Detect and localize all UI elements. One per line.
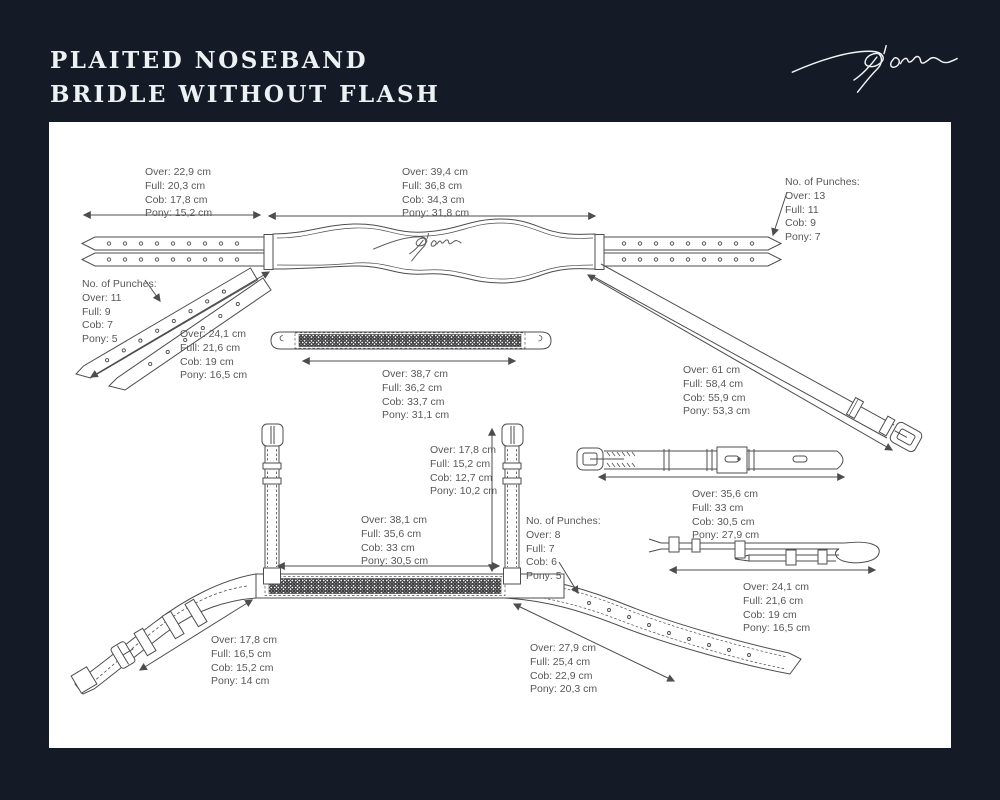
measurement-line: Cob: 7 xyxy=(82,319,113,332)
measurement-line: Full: 15,2 cm xyxy=(430,457,491,470)
measurement-line: Pony: 15,2 cm xyxy=(145,207,213,220)
headpiece-right-straps xyxy=(604,237,781,266)
page-title-line2: BRIDLE WITHOUT FLASH xyxy=(50,81,441,108)
measurement-line: Cob: 12,7 cm xyxy=(430,471,493,484)
dimension-arrow xyxy=(588,275,892,450)
measurement-line: Over: 35,6 cm xyxy=(692,488,758,500)
measurement-line: Cob: 19 cm xyxy=(180,355,234,368)
measurement-line: Over: 17,8 cm xyxy=(430,444,496,456)
measurement-line: Pony: 16,5 cm xyxy=(180,369,248,382)
measurement-line: Pony: 53,3 cm xyxy=(683,405,751,418)
measurement-line: Full: 9 xyxy=(82,305,111,318)
dyon-logo xyxy=(788,26,960,104)
measurement-line: Pony: 10,2 cm xyxy=(430,485,498,498)
measurement-line: Full: 21,6 cm xyxy=(180,341,241,354)
noseband-hanger-left xyxy=(262,424,283,584)
measurement-block-cheekpiece xyxy=(180,328,247,383)
measurement-line: Over: 38,7 cm xyxy=(382,368,448,380)
diagram-panel xyxy=(49,122,951,748)
measurement-line: Pony: 30,5 cm xyxy=(361,555,429,568)
headpiece-crown xyxy=(264,219,604,283)
measurement-line: Over: 22,9 cm xyxy=(145,166,211,178)
throatlash-strap xyxy=(594,264,924,453)
measurement-block-noseband-width xyxy=(361,514,428,569)
measurement-line: Over: 13 xyxy=(785,189,826,202)
measurement-line: Pony: 7 xyxy=(785,231,821,244)
measurement-line: Cob: 33 cm xyxy=(361,541,415,554)
measurement-block-punches-right xyxy=(785,176,860,245)
measurement-line: No. of Punches: xyxy=(785,176,860,188)
measurement-block-headpiece-center xyxy=(402,166,469,221)
measurement-line: Full: 58,4 cm xyxy=(683,377,744,390)
measurement-line: Full: 36,8 cm xyxy=(402,179,463,192)
measurement-line: Full: 20,3 cm xyxy=(145,179,206,192)
measurement-line: Over: 39,4 cm xyxy=(402,166,468,178)
page-title-line1: PLAITED NOSEBAND xyxy=(50,47,369,74)
measurement-line: Full: 36,2 cm xyxy=(382,381,443,394)
measurement-line: Cob: 34,3 cm xyxy=(402,193,465,206)
measurement-block-hanger xyxy=(430,444,497,499)
measurement-line: No. of Punches: xyxy=(526,515,601,527)
measurement-line: Full: 16,5 cm xyxy=(211,647,272,660)
measurement-line: Cob: 19 cm xyxy=(743,608,797,621)
measurement-line: Full: 21,6 cm xyxy=(743,594,804,607)
measurement-block-punches-left xyxy=(82,278,157,347)
measurement-line: Over: 27,9 cm xyxy=(530,642,596,654)
measurement-line: Cob: 15,2 cm xyxy=(211,661,274,674)
measurement-block-chinstrap xyxy=(692,488,759,543)
throatlash-buckle xyxy=(888,421,923,454)
measurement-line: Cob: 17,8 cm xyxy=(145,193,208,206)
measurement-line: Pony: 27,9 cm xyxy=(692,529,760,542)
page-title xyxy=(50,44,440,112)
measurement-line: Pony: 5 xyxy=(82,333,118,346)
measurement-line: Cob: 22,9 cm xyxy=(530,669,593,682)
measurement-line: Pony: 31,1 cm xyxy=(382,409,450,422)
measurement-line: Pony: 14 cm xyxy=(211,675,270,688)
measurement-line: Pony: 16,5 cm xyxy=(743,622,811,635)
headpiece-left-straps xyxy=(82,237,264,266)
measurement-line: Over: 61 cm xyxy=(683,364,741,376)
measurement-line: Over: 8 xyxy=(526,528,561,541)
dyon-signature-icon xyxy=(792,51,883,72)
measurement-line: Pony: 31,8 cm xyxy=(402,207,470,220)
chin-strap xyxy=(577,447,843,473)
measurement-line: Cob: 30,5 cm xyxy=(692,515,755,528)
measurement-line: Full: 25,4 cm xyxy=(530,655,591,668)
measurement-block-noseband-right-strap xyxy=(530,642,597,697)
measurement-line: Pony: 20,3 cm xyxy=(530,683,598,696)
measurement-block-noseband-left-strap xyxy=(211,634,277,689)
measurement-line: Cob: 55,9 cm xyxy=(683,391,746,404)
measurement-block-throatlash xyxy=(683,364,750,419)
lip-strap xyxy=(649,537,879,565)
measurement-line: No. of Punches: xyxy=(82,278,157,290)
noseband-hanger-right xyxy=(502,424,523,584)
measurement-line: Cob: 6 xyxy=(526,556,557,569)
measurement-line: Over: 24,1 cm xyxy=(743,581,809,593)
measurement-line: Cob: 33,7 cm xyxy=(382,395,445,408)
measurement-line: Over: 17,8 cm xyxy=(211,634,277,646)
measurement-line: Full: 11 xyxy=(785,203,819,216)
measurement-block-lipstrap xyxy=(743,581,810,636)
measurement-line: Cob: 9 xyxy=(785,217,816,230)
measurement-line: Full: 33 cm xyxy=(692,501,744,514)
measurement-block-headpiece-left xyxy=(145,166,212,221)
measurement-line: Full: 7 xyxy=(526,542,555,555)
measurement-line: Over: 11 xyxy=(82,291,122,304)
browband xyxy=(271,332,551,349)
measurement-block-punches-noseband xyxy=(526,515,601,584)
measurement-line: Over: 24,1 cm xyxy=(180,328,246,340)
measurement-line: Pony: 5 xyxy=(526,570,562,583)
measurement-line: Over: 38,1 cm xyxy=(361,514,427,526)
measurement-line: Full: 35,6 cm xyxy=(361,527,422,540)
measurement-block-browband xyxy=(382,368,449,423)
